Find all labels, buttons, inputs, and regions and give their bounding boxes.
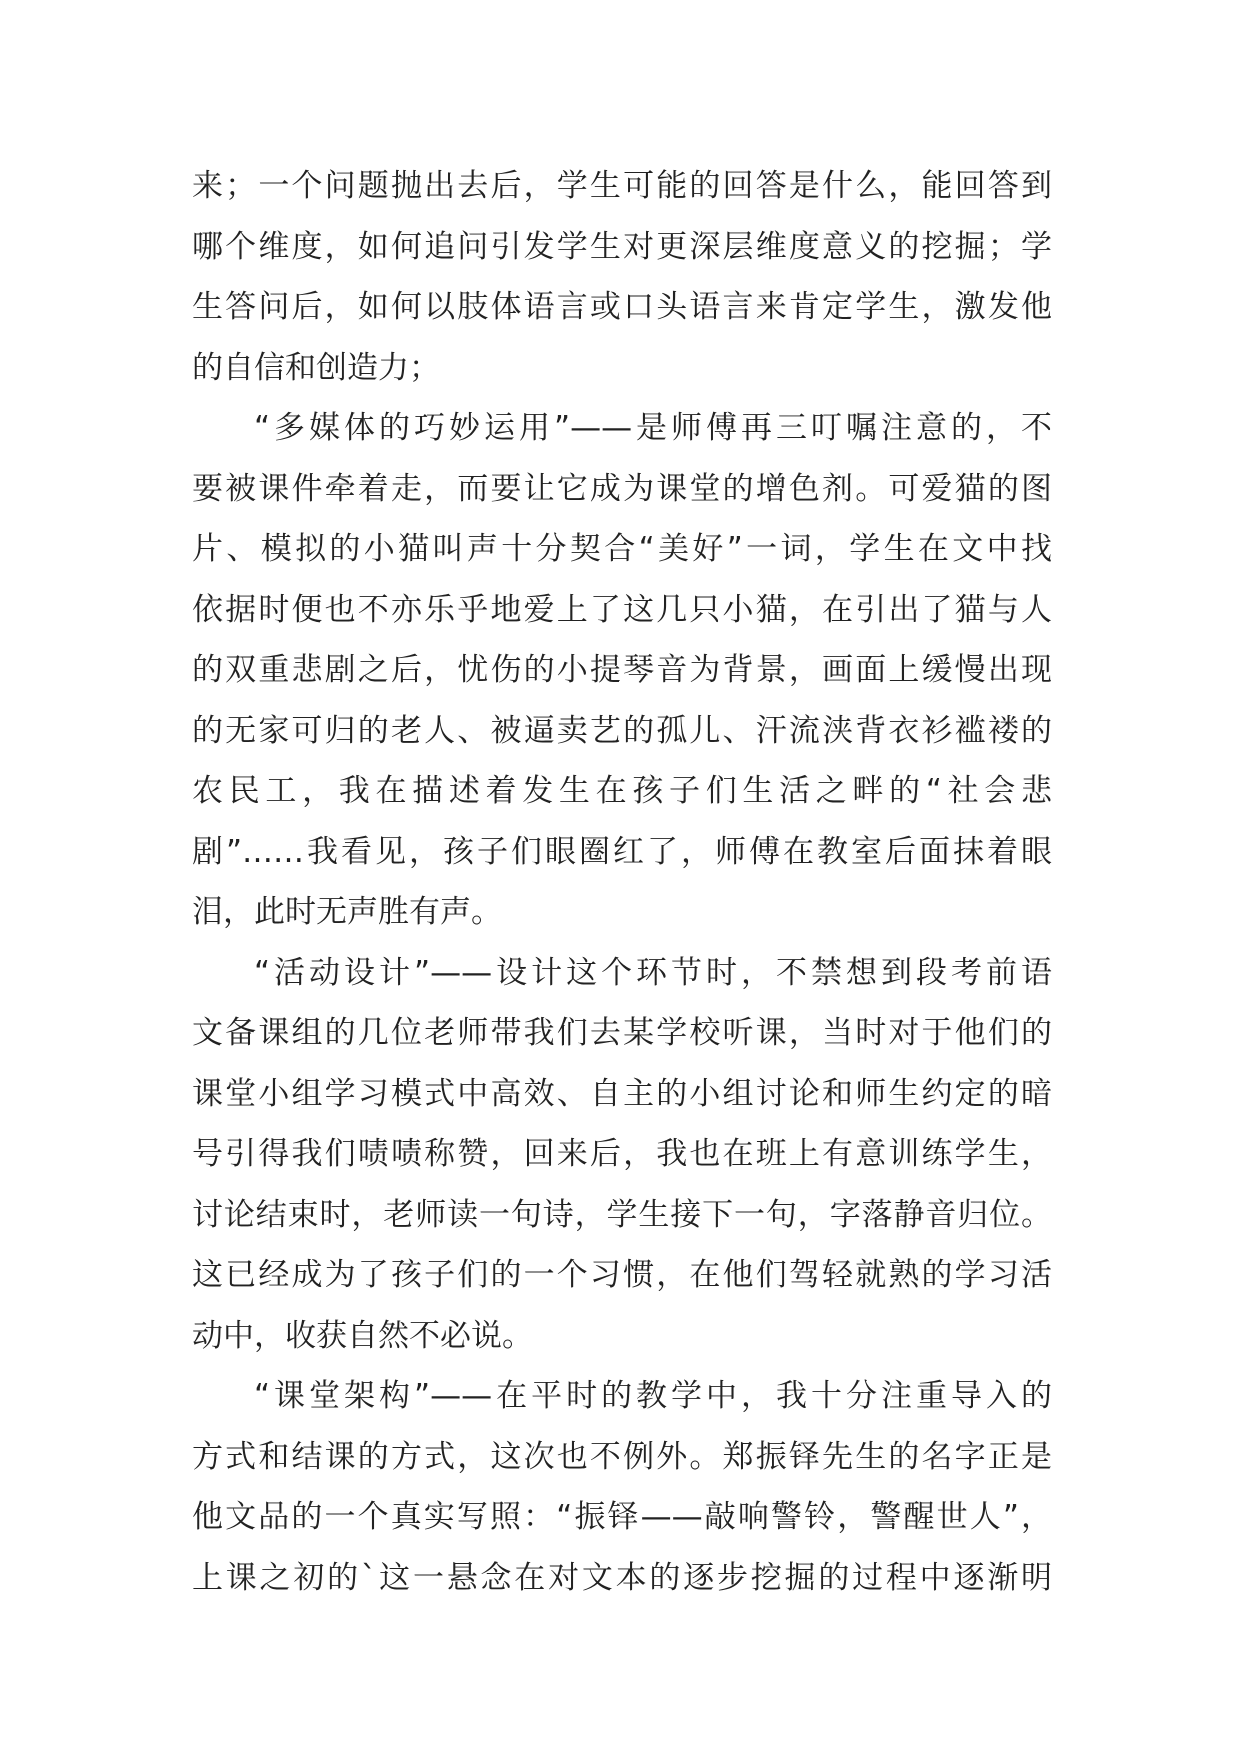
- text-line: 动中，收获自然不必说。: [192, 1317, 533, 1354]
- text-line: 上课之初的`这一悬念在对文本的逐步挖掘的过程中逐渐明: [192, 1559, 1052, 1596]
- paragraph-start-line: “活动设计”——设计这个环节时，不禁想到段考前语: [254, 954, 1052, 991]
- text-line: 这已经成为了孩子们的一个习惯，在他们驾轻就熟的学习活: [192, 1257, 1052, 1293]
- text-line: 农民工，我在描述着发生在孩子们生活之畔的“社会悲: [192, 773, 1052, 809]
- text-line: 哪个维度，如何追问引发学生对更深层维度意义的挖掘；学: [192, 228, 1052, 265]
- text-line: 片、模拟的小猫叫声十分契合“美好”一词，学生在文中找: [192, 531, 1052, 567]
- text-line: 的无家可归的老人、被逼卖艺的孤儿、汗流浃背衣衫褴褛的: [192, 712, 1052, 749]
- text-line: 依据时便也不亦乐乎地爱上了这几只小猫，在引出了猫与人: [192, 591, 1052, 628]
- text-line: 剧”……我看见，孩子们眼圈红了，师傅在教室后面抹着眼: [192, 833, 1052, 870]
- text-line: 讨论结束时，老师读一句诗，学生接下一句，字落静音归位。: [192, 1196, 1052, 1233]
- text-line: 来；一个问题抛出去后，学生可能的回答是什么，能回答到: [192, 168, 1052, 204]
- paragraph-start-line: “多媒体的巧妙运用”——是师傅再三叮嘱注意的，不: [254, 410, 1052, 446]
- text-line: 文备课组的几位老师带我们去某学校听课，当时对于他们的: [192, 1015, 1052, 1051]
- text-line: 的自信和创造力；: [192, 349, 440, 386]
- paragraph-start-line: “课堂架构”——在平时的教学中，我十分注重导入的: [254, 1378, 1052, 1414]
- text-line: 泪，此时无声胜有声。: [192, 894, 502, 930]
- text-line: 要被课件牵着走，而要让它成为课堂的增色剂。可爱猫的图: [192, 470, 1052, 507]
- text-line: 他文品的一个真实写照：“振铎——敲响警铃，警醒世人”，: [192, 1499, 1052, 1535]
- text-line: 方式和结课的方式，这次也不例外。郑振铎先生的名字正是: [192, 1438, 1052, 1475]
- text-line: 课堂小组学习模式中高效、自主的小组讨论和师生约定的暗: [192, 1075, 1052, 1112]
- text-line: 号引得我们啧啧称赞，回来后，我也在班上有意训练学生，: [192, 1136, 1052, 1172]
- text-line: 生答问后，如何以肢体语言或口头语言来肯定学生，激发他: [192, 289, 1052, 325]
- body-text: [192, 156, 1052, 1608]
- text-line: 的双重悲剧之后，忧伤的小提琴音为背景，画面上缓慢出现: [192, 652, 1052, 688]
